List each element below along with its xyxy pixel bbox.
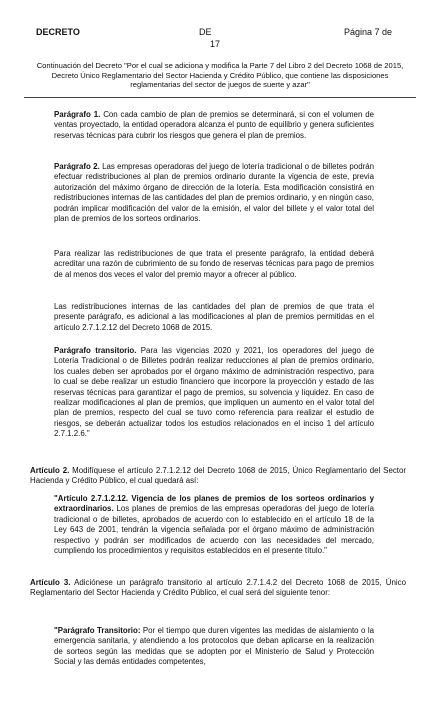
article-2-text: Modifíquese el artículo 2.7.1.2.12 del Decreto 1068 de 2015, Único Reglamentario del Sector Hacienda y Crédito Público, el cual quedará así:: [30, 466, 406, 486]
paragraph-2-continuation: Para realizar las redistribuciones de que trata el presente parágrafo, la entidad deberá acreditar una razón de cubrimiento de su fondo de reservas técnicas para pago de premios de al menos dos veces el valor del premio mayor a ofrecer al público.: [54, 249, 374, 279]
paragraph-1: [54, 110, 374, 141]
paragraph-transitorio-label: Parágrafo transitorio.: [54, 346, 137, 355]
paragraph-2-text: Las empresas operadoras del juego de lotería tradicional o de billetes podrán efectuar redistribuciones al plan de premios ordinario durante la vigencia de este, previa autorización del máximo órgano de dirección de la lotería. Esta modificación consistirá en redistribuciones internas de las cantidades del plan de premios ordinario, y en ningún caso, podrán implicar modificación del valor de la emisión, el valor del billete y el valor total del plan de premios de los sorteos ordinarios.: [54, 162, 374, 224]
article-2-quote: [54, 494, 374, 556]
header-decreto: DECRETO: [36, 27, 80, 37]
paragraph-2-final: Las redistribuciones internas de las cantidades del plan de premios de que trata el presente parágrafo, es adicional a las modificaciones al plan de premios permitidas en el artículo 2.7.1.2.12 del Decreto 1068 de 2015.: [54, 302, 374, 332]
header-de: DE: [199, 27, 212, 37]
article-3: [30, 578, 406, 599]
article-2-quote-text: Los planes de premios de las empresas operadoras del juego de lotería tradicional o de billetes, aprobados de acuerdo con lo establecido en el artículo 18 de la Ley 643 de 2001, tendrán la vigencia señalada por el órgano máximo de administración respectivo y podrán ser modificados de acuerdo con las necesidades del mercado, cumpliendo los procedimientos y requisitos establecidos en el presente título.": [54, 504, 374, 556]
article-3-quote: [54, 626, 374, 668]
header-page-label: Página 7 de: [344, 27, 393, 37]
article-2-label: Artículo 2.: [30, 466, 70, 475]
article-3-quote-text: Por el tiempo que duren vigentes las medidas de aislamiento o la emergencia sanitaria, y atendiendo a los protocolos que deban aplicarse en la realización de sorteos según las medidas que se adopten por el Ministerio de Salud y Protección Social y las demás entidades competentes,: [54, 626, 374, 667]
header-page-total: 17: [210, 39, 221, 49]
paragraph-1-label: Parágrafo 1.: [54, 110, 101, 119]
header-divider: [24, 97, 416, 98]
paragraph-transitorio: [54, 346, 374, 440]
paragraph-2: [54, 162, 374, 224]
paragraph-2-label: Parágrafo 2.: [54, 162, 100, 171]
article-3-quote-label: "Parágrafo Transitorio:: [54, 626, 141, 635]
article-2-quote-label: "Artículo 2.7.1.2.12. Vigencia de los planes de premios de los sorteos ordinarios y extraordinarios.: [54, 494, 374, 514]
paragraph-transitorio-text: Para las vigencias 2020 y 2021, los operadores del juego de Lotería Tradicional o de Billetes podrán realizar reducciones al plan de premios ordinario, los cuales deben ser aprobados por el órgano máximo de administración respectivo, para lo cual se debe realizar un estudio financiero que incorpore la proyección y estado de las reservas técnicas para garantizar el pago de premios, su solvencia y liquidez. En caso de realizar modificaciones al plan de premios, que impliquen un aumento en el valor total del plan de premios, respecto del cual se tuvo como referencia para realizar el estudio de riesgos, se deberán actualizar todos los estudios relacionados en el inciso 1 del artículo 2.7.1.2.6.": [54, 346, 374, 439]
paragraph-1-text: Con cada cambio de plan de premios se determinará, si con el volumen de ventas proyectado, la entidad operadora alcanza el punto de equilibrio y genera suficientes reservas técnicas para cubrir los riesgos que genera el plan de premios.: [54, 110, 374, 140]
article-3-label: Artículo 3.: [30, 578, 71, 587]
continuation-title: Continuación del Decreto "Por el cual se adiciona y modifica la Parte 7 del Libro 2 del Decreto 1068 de 2015, Decreto Único Reglamentario del Sector Hacienda y Crédito Público, que contiene las disposiciones reglamentarias del sector de juegos de suerte y azar": [36, 61, 404, 90]
article-2: [30, 466, 406, 487]
article-3-text: Adiciónese un parágrafo transitorio al artículo 2.7.1.4.2 del Decreto 1068 de 2015, Único Reglamentario del Sector Hacienda y Crédito Público, el cual será del siguiente tenor:: [30, 578, 406, 598]
